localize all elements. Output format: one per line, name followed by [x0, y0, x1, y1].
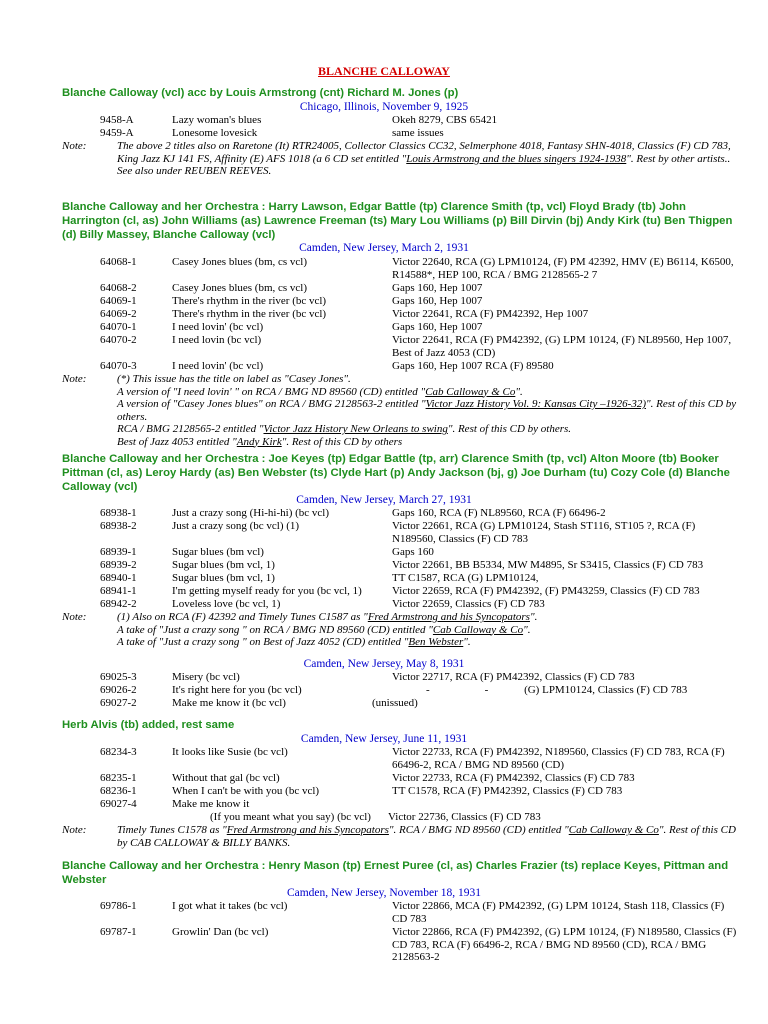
song-title: There's rhythm in the river (bc vcl)	[172, 295, 327, 307]
song-title: I need lovin' (bc vcl)	[172, 321, 264, 333]
note-line: (*) This issue has the title on label as "Casey Jones".	[117, 373, 351, 385]
recording-row	[0, 360, 768, 373]
album-title: Cab Calloway & Co	[425, 385, 516, 398]
matrix-number: 68939-1	[100, 546, 137, 558]
note-line: Timely Tunes C1578 as "Fred Armstrong and his Syncopators". RCA / BMG ND 89560 (CD) entitled "Cab Calloway & Co". Rest of this CD by CAB CALLOWAY & BILLY BANKS.	[117, 824, 736, 849]
album-title: Victor Jazz History New Orleans to swing	[263, 423, 448, 435]
matrix-number: 9458-A	[100, 114, 134, 126]
session-note	[62, 373, 742, 449]
session-header: Blanche Calloway and her Orchestra : Henry Mason (tp) Ernest Puree (cl, as) Charles Frazier (ts) replace Keyes, Pittman and Webster	[62, 860, 729, 886]
session-note	[62, 824, 742, 852]
song-title: I got what it takes (bc vcl)	[172, 900, 288, 912]
issue-list: Gaps 160, Hep 1007	[392, 282, 483, 294]
session-note	[62, 611, 742, 651]
matrix-number: 68938-2	[100, 520, 137, 532]
matrix-number: 64070-3	[100, 360, 137, 372]
matrix-number: 64068-2	[100, 282, 137, 294]
note-label: Note:	[62, 140, 87, 152]
album-title: Victor Jazz History Vol. 9: Kansas City –1926-32)	[425, 398, 646, 410]
issue-list: Gaps 160, Hep 1007	[392, 321, 483, 333]
page-title: BLANCHE CALLOWAY	[318, 64, 450, 78]
song-title: When I can't be with you (bc vcl)	[172, 785, 320, 797]
issue-list: Victor 22641, RCA (F) PM42392, Hep 1007	[392, 308, 589, 320]
song-title: Just a crazy song (Hi-hi-hi) (bc vcl)	[172, 507, 330, 519]
recording-row	[0, 295, 768, 308]
session-header: Blanche Calloway and her Orchestra : Harry Lawson, Edgar Battle (tp) Clarence Smith (tp, vcl) Floyd Brady (tb) John Harrington (cl, as) John Williams (as) Lawrence Freeman (ts) Mary Lou Williams (p) Bill Dirvin (bj) Andy Kirk (tu) Ben Thigpen (d) Billy Massey, Blanche Calloway (vcl)	[62, 201, 733, 241]
matrix-number: 69787-1	[100, 926, 137, 938]
recording-row	[0, 114, 768, 127]
issue-list: - - (G) LPM10124, Classics (F) CD 783	[426, 684, 688, 696]
note-line: The above 2 titles also on Raretone (It) RTR24005, Collector Classics CC32, Selmerphone 4018, Fantasy SHN-4018, Classics (F) CD 783, King Jazz KJ 141 FS, Affinity (E) AFS 1018 (a 6 CD set entitled "Louis Armstrong and the blues singers 1924-1938". Rest by other artists..	[117, 140, 731, 165]
recording-row	[0, 282, 768, 295]
issue-list: Victor 22661, RCA (G) LPM10124, Stash ST116, ST105 ?, RCA (F) N189560, Classics (F) CD 783	[392, 520, 696, 545]
session-note	[62, 140, 742, 190]
note-line: A version of "I need lovin' " on RCA / BMG ND 89560 (CD) entitled "Cab Calloway & Co".	[117, 385, 523, 398]
recording-row	[0, 507, 768, 520]
note-line: A take of "Just a crazy song " on RCA / BMG ND 89560 (CD) entitled "Cab Calloway & Co".	[117, 623, 531, 636]
matrix-number: 64068-1	[100, 256, 137, 268]
matrix-number: 69027-2	[100, 697, 137, 709]
song-title: Make me know it (bc vcl)	[172, 697, 286, 709]
recording-row	[0, 127, 768, 140]
album-title: Cab Calloway & Co	[568, 824, 659, 836]
recording-row	[0, 308, 768, 321]
recording-row	[0, 546, 768, 559]
song-title: Without that gal (bc vcl)	[172, 772, 280, 784]
recording-row	[0, 572, 768, 585]
recording-row	[0, 559, 768, 572]
song-title: I'm getting myself ready for you (bc vcl, 1)	[172, 585, 362, 597]
issue-list: TT C1587, RCA (G) LPM10124,	[392, 572, 539, 584]
issue-list: Okeh 8279, CBS 65421	[392, 114, 498, 126]
song-title: There's rhythm in the river (bc vcl)	[172, 308, 327, 320]
note-label: Note:	[62, 373, 87, 385]
recording-row	[0, 697, 768, 710]
song-title: Lonesome lovesick	[172, 127, 258, 139]
recording-row	[0, 926, 768, 963]
recording-row	[0, 746, 768, 771]
issue-list: Victor 22659, Classics (F) CD 783	[392, 598, 545, 610]
song-title: Misery (bc vcl)	[172, 671, 240, 683]
recording-row	[0, 785, 768, 798]
song-title: Sugar blues (bm vcl, 1)	[172, 572, 275, 584]
session-location-date: Chicago, Illinois, November 9, 1925	[299, 101, 469, 113]
album-title: Andy Kirk	[236, 435, 282, 448]
issue-list: Gaps 160	[392, 546, 434, 558]
recording-row	[0, 772, 768, 785]
session-location-date: Camden, New Jersey, November 18, 1931	[286, 887, 482, 899]
album-title: Fred Armstrong and his Syncopators	[226, 824, 389, 836]
recording-row	[0, 520, 768, 545]
song-title: It's right here for you (bc vcl)	[172, 684, 302, 696]
matrix-number: 68942-2	[100, 598, 137, 610]
song-title: (If you meant what you say) (bc vcl)	[210, 811, 371, 823]
issue-list: TT C1578, RCA (F) PM42392, Classics (F) CD 783	[392, 785, 623, 797]
session-location-date: Camden, New Jersey, June 11, 1931	[300, 733, 468, 745]
recording-row	[0, 671, 768, 684]
note-line: (1) Also on RCA (F) 42392 and Timely Tunes C1587 as "Fred Armstrong and his Syncopators".	[117, 611, 538, 623]
issue-list: same issues	[392, 127, 444, 139]
note-line: A version of "Casey Jones blues" on RCA / BMG 2128563-2 entitled "Victor Jazz History Vol. 9: Kansas City –1926-32)". Rest of this CD by others.	[117, 398, 737, 423]
matrix-number: 69786-1	[100, 900, 137, 912]
issue-list: Victor 22733, RCA (F) PM42392, N189560, Classics (F) CD 783, RCA (F) 66496-2, RCA / BMG ND 89560 (CD)	[392, 746, 725, 771]
issue-list: Victor 22640, RCA (G) LPM10124, (F) PM 42392, HMV (E) B6114, K6500, R14588*, HEP 100, RCA / BMG 2128565-2 7	[392, 256, 734, 281]
issue-list: Victor 22866, RCA (F) PM42392, (G) LPM 10124, (F) N189580, Classics (F) CD 783, RCA (F) 66496-2, RCA / BMG ND 89560 (CD), RCA / BMG 2128563-2	[392, 926, 737, 963]
recording-row	[0, 321, 768, 334]
matrix-number: 64069-1	[100, 295, 137, 307]
issue-list: Victor 22641, RCA (F) PM42392, (G) LPM 10124, (F) NL89560, Hep 1007, Best of Jazz 4053 (CD)	[392, 334, 732, 359]
issue-list: Gaps 160, RCA (F) NL89560, RCA (F) 66496-2	[392, 507, 606, 519]
matrix-number: 69026-2	[100, 684, 137, 696]
issue-list: Victor 22661, BB B5334, MW M4895, Sr S3415, Classics (F) CD 783	[392, 559, 704, 571]
issue-list: Victor 22733, RCA (F) PM42392, Classics (F) CD 783	[392, 772, 635, 784]
session-location-date: Camden, New Jersey, March 27, 1931	[296, 494, 472, 506]
recording-row	[0, 256, 768, 281]
matrix-number: 64070-2	[100, 334, 137, 346]
recording-row	[0, 598, 768, 611]
album-title: Ben Webster	[408, 636, 464, 648]
issue-list: Victor 22659, RCA (F) PM42392, (F) PM43259, Classics (F) CD 783	[392, 585, 700, 597]
song-title: Sugar blues (bm vcl)	[172, 546, 264, 558]
song-title: Just a crazy song (bc vcl) (1)	[172, 520, 300, 532]
recording-row-continuation	[0, 811, 768, 824]
issue-list: (unissued)	[372, 697, 418, 709]
song-title: Casey Jones blues (bm, cs vcl)	[172, 256, 308, 268]
session-header: Blanche Calloway (vcl) acc by Louis Armstrong (cnt) Richard M. Jones (p)	[62, 87, 459, 99]
matrix-number: 68939-2	[100, 559, 137, 571]
matrix-number: 69025-3	[100, 671, 137, 683]
note-line: RCA / BMG 2128565-2 entitled "Victor Jazz History New Orleans to swing". Rest of this CD by others.	[117, 423, 572, 435]
session-header: Herb Alvis (tb) added, rest same	[62, 719, 235, 731]
note-line: A take of "Just a crazy song " on Best of Jazz 4052 (CD) entitled "Ben Webster".	[117, 636, 471, 648]
song-title: I need lovin (bc vcl)	[172, 334, 262, 346]
note-label: Note:	[62, 611, 87, 623]
album-title: Louis Armstrong and the blues singers 1924-1938	[406, 152, 627, 165]
issue-list: Gaps 160, Hep 1007	[392, 295, 483, 307]
matrix-number: 68941-1	[100, 585, 137, 597]
matrix-number: 68940-1	[100, 572, 137, 584]
recording-row	[0, 798, 768, 811]
session-location-date: Camden, New Jersey, May 8, 1931	[303, 658, 465, 670]
song-title: Growlin' Dan (bc vcl)	[172, 926, 269, 938]
session-header: Blanche Calloway and her Orchestra : Joe Keyes (tp) Edgar Battle (tp, arr) Clarence Smith (tp, vcl) Alton Moore (tb) Booker Pittman (cl, as) Leroy Hardy (as) Ben Webster (ts) Clyde Hart (p) Andy Jackson (bj, g) Joe Durham (tu) Cozy Cole (d) Blanche Calloway (vcl)	[62, 453, 730, 493]
recording-row	[0, 585, 768, 598]
matrix-number: 68938-1	[100, 507, 137, 519]
song-title: Lazy woman's blues	[172, 114, 262, 126]
note-line: Best of Jazz 4053 entitled "Andy Kirk". Rest of this CD by others	[117, 435, 403, 448]
matrix-number: 69027-4	[100, 798, 137, 810]
song-title: Loveless love (bc vcl, 1)	[172, 598, 281, 610]
album-title: Cab Calloway & Co	[432, 623, 524, 636]
matrix-number: 64070-1	[100, 321, 137, 333]
matrix-number: 64069-2	[100, 308, 137, 320]
issue-list: Victor 22866, MCA (F) PM42392, (G) LPM 10124, Stash 118, Classics (F) CD 783	[392, 900, 725, 925]
song-title: Casey Jones blues (bm, cs vcl)	[172, 282, 308, 294]
recording-row	[0, 334, 768, 359]
matrix-number: 68234-3	[100, 746, 137, 758]
issue-list: Victor 22736, Classics (F) CD 783	[388, 811, 541, 823]
session-location-date: Camden, New Jersey, March 2, 1931	[299, 242, 469, 254]
song-title: Sugar blues (bm vcl, 1)	[172, 559, 275, 571]
matrix-number: 9459-A	[100, 127, 134, 139]
matrix-number: 68236-1	[100, 785, 137, 797]
recording-row	[0, 684, 768, 697]
issue-list: Gaps 160, Hep 1007 RCA (F) 89580	[392, 360, 554, 372]
note-line: See also under REUBEN REEVES.	[117, 165, 272, 177]
matrix-number: 68235-1	[100, 772, 137, 784]
note-label: Note:	[62, 824, 87, 836]
issue-list: Victor 22717, RCA (F) PM42392, Classics (F) CD 783	[392, 671, 635, 683]
song-title: Make me know it	[172, 798, 250, 810]
recording-row	[0, 900, 768, 925]
song-title: I need lovin' (bc vcl)	[172, 360, 264, 372]
album-title: Fred Armstrong and his Syncopators	[367, 611, 530, 623]
song-title: It looks like Susie (bc vcl)	[172, 746, 288, 758]
